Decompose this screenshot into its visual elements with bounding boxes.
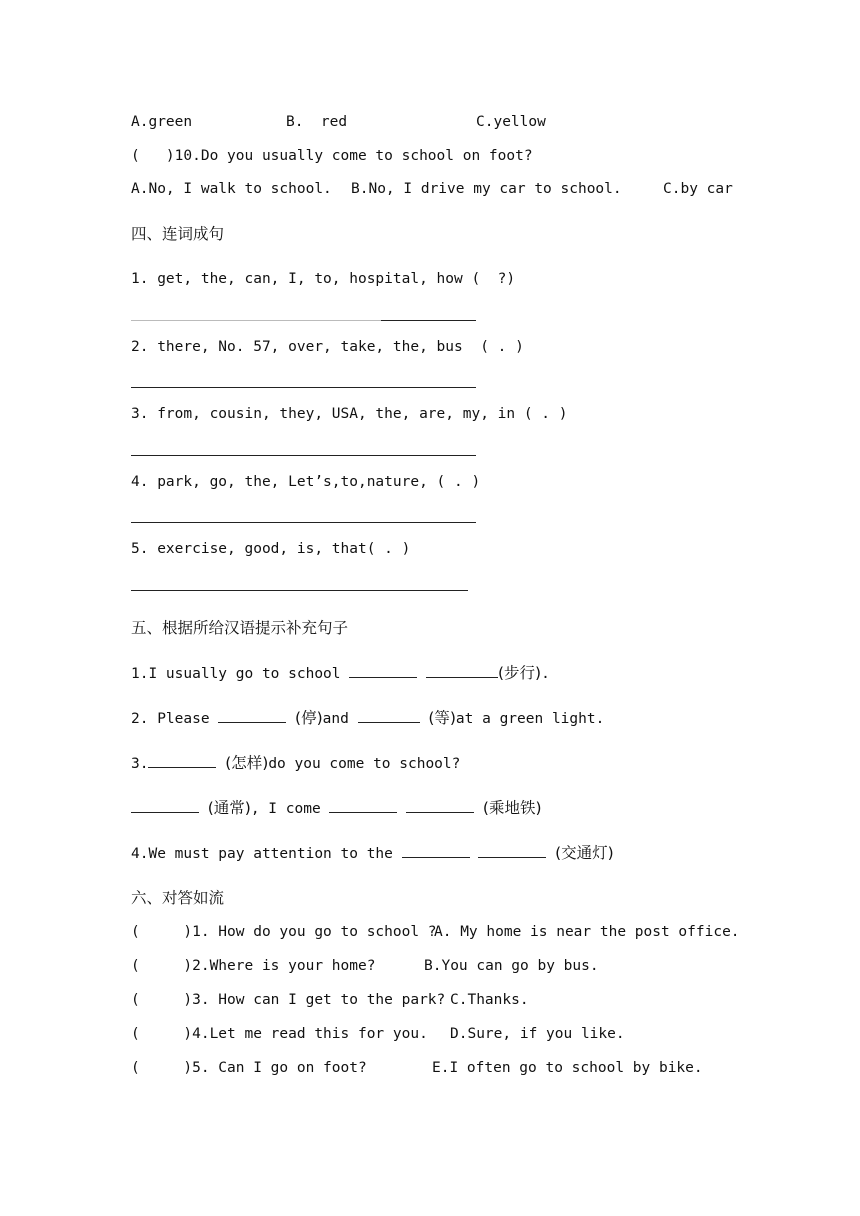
- s5-3b-mid: , I come: [250, 801, 330, 817]
- q10-stem: ( )10.Do you usually come to school on foot?: [131, 148, 533, 164]
- answer-line-5: [131, 590, 468, 591]
- s6-question-5: ( )5. Can I go on foot?: [131, 1060, 367, 1076]
- answer-line-1b: [381, 320, 476, 321]
- blank[interactable]: [329, 798, 397, 813]
- s5-sentence-3b: [131, 798, 542, 819]
- hint: (步行): [497, 664, 542, 682]
- s5-2-post: at a green light.: [455, 711, 605, 727]
- s6-answer-e: E.I often go to school by bike.: [432, 1060, 703, 1076]
- s6-answer-b: B.You can go by bus.: [424, 958, 599, 974]
- answer-line-1a: [131, 320, 381, 321]
- section5-title: 五、根据所给汉语提示补充句子: [131, 619, 349, 637]
- hint: (通常): [207, 799, 251, 817]
- q9-option-b: B. red: [286, 114, 348, 130]
- answer-line-4: [131, 522, 476, 523]
- hint: (交通灯): [555, 844, 614, 862]
- blank[interactable]: [358, 708, 420, 723]
- section6-title: 六、对答如流: [131, 889, 225, 907]
- answer-line-3: [131, 455, 476, 456]
- s6-question-3: ( )3. How can I get to the park?: [131, 992, 446, 1008]
- blank[interactable]: [406, 798, 474, 813]
- s5-2-mid: and: [322, 711, 358, 727]
- s5-sentence-2: [131, 708, 604, 729]
- s4-item-3: 3. from, cousin, they, USA, the, are, my, in ( . ): [131, 406, 568, 422]
- s5-3-post: do you come to school?: [268, 756, 461, 772]
- s4-item-2: 2. there, No. 57, over, take, the, bus ( . ): [131, 339, 524, 355]
- s6-answer-c: C.Thanks.: [450, 992, 529, 1008]
- s6-question-2: ( )2.Where is your home?: [131, 958, 376, 974]
- q10-option-b: B.No, I drive my car to school.: [351, 181, 622, 197]
- blank[interactable]: [218, 708, 286, 723]
- s6-question-1: ( )1. How do you go to school ?: [131, 924, 437, 940]
- s6-answer-d: D.Sure, if you like.: [450, 1026, 625, 1042]
- s5-1-pre: 1.I usually go to school: [131, 666, 350, 682]
- s5-2-pre: 2. Please: [131, 711, 219, 727]
- s5-sentence-3: [131, 753, 460, 774]
- hint: (停): [295, 709, 323, 727]
- q9-option-a: A.green: [131, 114, 193, 130]
- hint: (怎样): [225, 754, 269, 772]
- q10-option-c: C.by car: [663, 181, 733, 197]
- blank[interactable]: [349, 663, 417, 678]
- s6-question-4: ( )4.Let me read this for you.: [131, 1026, 428, 1042]
- s6-answer-a: A. My home is near the post office.: [434, 924, 740, 940]
- q10-option-a: A.No, I walk to school.: [131, 181, 332, 197]
- s5-3-pre: 3.: [131, 756, 149, 772]
- section4-title: 四、连词成句: [131, 225, 225, 243]
- s5-4-pre: 4.We must pay attention to the: [131, 846, 402, 862]
- blank[interactable]: [402, 843, 470, 858]
- hint: (等): [428, 709, 456, 727]
- blank[interactable]: [478, 843, 546, 858]
- q9-option-c: C.yellow: [476, 114, 546, 130]
- blank[interactable]: [148, 753, 216, 768]
- blank[interactable]: [426, 663, 498, 678]
- hint: (乘地铁): [482, 799, 542, 817]
- s4-item-4: 4. park, go, the, Let’s,to,nature, ( . ): [131, 474, 481, 490]
- s4-item-5: 5. exercise, good, is, that( . ): [131, 541, 411, 557]
- s5-1-post: .: [541, 666, 550, 682]
- s5-sentence-1: [131, 663, 550, 684]
- blank[interactable]: [131, 798, 199, 813]
- answer-line-2: [131, 387, 476, 388]
- s4-item-1: 1. get, the, can, I, to, hospital, how ( ?): [131, 271, 516, 287]
- s5-sentence-4: [131, 843, 614, 864]
